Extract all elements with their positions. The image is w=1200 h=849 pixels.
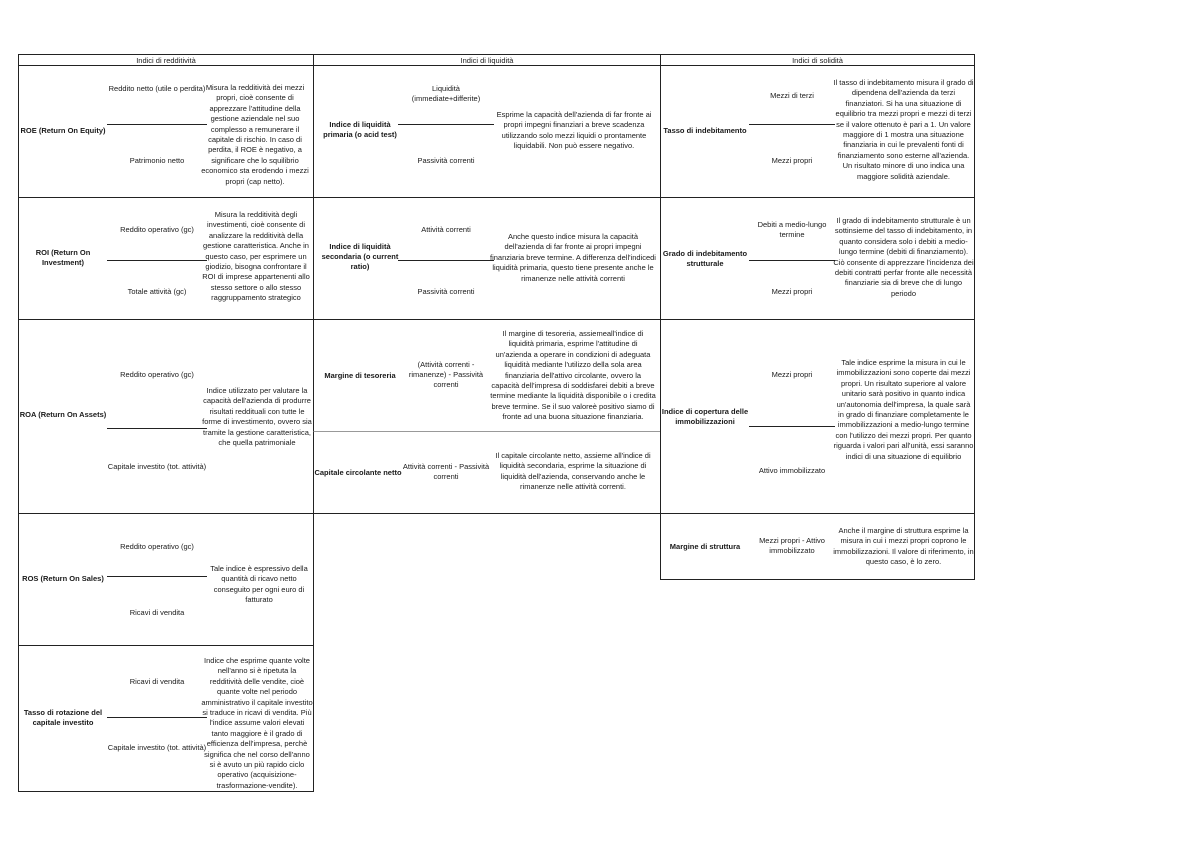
roi-fraction-line xyxy=(107,260,207,261)
margine-struttura-description: Anche il margine di struttura esprime la misura in cui i mezzi propri coprono le immobilizzazioni. Il valore di riferimento, in questo caso, è lo zero. xyxy=(833,526,974,567)
rotazione-fraction-line xyxy=(107,717,207,718)
roe-name: ROE (Return On Equity) xyxy=(20,126,106,135)
copertura-numerator: Mezzi propri xyxy=(771,370,813,379)
roa-description: Indice utilizzato per valutare la capacità dell'azienda di produrre risultati reddituali con tutte le forme di investimento, ovvero sia tramite la gestione caratteristica, che quella patrimoniale xyxy=(202,386,312,448)
margine-tesoreria-description: Il margine di tesoreria, assiemeall'indice di liquidità primaria, esprime l'attitudine di un'azienda a operare in condizioni di adeguata liquidità mediante l'utilizzo della sola area finanziaria dell'attivo circolante, ovvero la capacità dell'impresa di soddisfarei debiti a breve termine mediante la liquidità disponibile o i credita breve termine. Se il suo valoreè positivo siamo di fronte ad una buona situazione finanziaria. xyxy=(490,329,656,422)
roa-denominator: Capitale investito (tot. attività) xyxy=(107,462,207,471)
liquidita-primaria-denominator: Passività correnti xyxy=(417,156,475,165)
roe-description: Misura la redditività dei mezzi propri, cioè consente di apprezzare l'attitudine della gestione aziendale nel suo complesso a remunerare il capitale di rischio. In caso di perdita, il ROE è negativo, a significare che lo squilibrio economico sta erodendo i mezzi propri (cap netto). xyxy=(201,83,309,186)
rotazione-name: Tasso di rotazione del capitale investito xyxy=(23,708,103,727)
grado-indebitamento-denominator: Mezzi propri xyxy=(771,287,813,296)
roe-block xyxy=(18,66,314,198)
liquidita-secondaria-fraction-line xyxy=(398,260,494,261)
margine-struttura-name: Margine di struttura xyxy=(669,542,741,551)
liquidita-primaria-fraction-line xyxy=(398,124,494,125)
header-redditivita: Indici di redditività xyxy=(18,54,314,66)
tasso-indebitamento-block xyxy=(660,66,975,198)
rotazione-numerator: Ricavi di vendita xyxy=(129,677,185,686)
tasso-indebitamento-fraction-line xyxy=(749,124,835,125)
roa-block xyxy=(18,320,314,514)
roe-fraction-line xyxy=(107,124,207,125)
tasso-indebitamento-name: Tasso di indebitamento xyxy=(663,126,747,135)
liquidita-secondaria-block xyxy=(313,198,661,320)
tasso-indebitamento-description: Il tasso di indebitamento misura il grado di dipendena dell'azienda da terzi finanziatori. Si ha una situazione di equilibrio tra mezzi propri e mezzi di terzi se il valore ottenuto è pari a 1. Un valore maggiore di 1 mostra una situazione finanziaria in cui le prevalenti fonti di finanziamento sono esterne all'azienda. Un risultato minore di uno indica una maggiore solidità aziendale. xyxy=(833,78,974,181)
roe-denominator: Patrimonio netto xyxy=(129,156,185,165)
header-solidita: Indici di solidità xyxy=(660,54,975,66)
copertura-name: Indice di copertura delle immobilizzazioni xyxy=(661,407,749,426)
ccn-name: Capitale circolante netto xyxy=(314,468,402,477)
liquidita-primaria-description: Esprime la capacità dell'azienda di far fronte ai propri impegni finanziari a breve scadenza utilizzando solo mezzi liquidi o prontamente liquidabili. Non può essere negativo. xyxy=(496,110,652,151)
margine-tesoreria-name: Margine di tesoreria xyxy=(324,371,396,380)
copertura-block xyxy=(660,320,975,514)
liquidita-primaria-block xyxy=(313,66,661,198)
ros-denominator: Ricavi di vendita xyxy=(129,608,185,617)
ccn-description: Il capitale circolante netto, assieme all'indice di liquidità secondaria, esprime la situazione di liquidità dell'azienda, conservando anche le rimanenze nelle attività correnti. xyxy=(495,451,651,492)
grado-indebitamento-fraction-line xyxy=(749,260,835,261)
ros-name: ROS (Return On Sales) xyxy=(22,574,104,583)
margine-struttura-formula: Mezzi propri - Attivo immobilizzato xyxy=(759,536,825,555)
margine-struttura-block xyxy=(660,514,975,580)
margine-tesoreria-block xyxy=(313,320,661,432)
ros-block xyxy=(18,514,314,646)
roi-denominator: Totale attività (gc) xyxy=(127,287,187,296)
ccn-block xyxy=(313,432,661,514)
liquidita-primaria-name: Indice di liquidità primaria (o acid test) xyxy=(323,120,397,139)
roi-description: Misura la redditività degli investimenti, cioè consente di analizzare la redditività della gestione caratteristica. Anche in questo caso, per esprimere un giodizio, bisogna confrontare il ROI di imprese appartenenti allo stesso settore o allo stesso raggruppamento strategico xyxy=(202,210,310,303)
rotazione-description: Indice che esprime quante volte nell'anno si è ripetuta la redditività delle vendite, cioè quante volte nel periodo amministrativo il capitale investito si traduce in ricavi di vendita. Più l'indice assume valori elevati tanto maggiore è il grado di efficienza dell'impresa, perchè significa che nel corso dell'anno si è avuto un più rapido ciclo operativo (acquisizione-trasformazione-vendite). xyxy=(201,656,313,790)
margine-tesoreria-formula: (Attività correnti - rimanenze) - Passività correnti xyxy=(408,360,484,389)
copertura-description: Tale indice esprime la misura in cui le immobilizzazioni sono coperte dai mezzi propri. Un risultato superiore al valore unitario sarà positivo in quanto indica un'autonomia dell'impresa, la quale sarà in grado di finanziare completamente le immobilizzazioni a medio-lungo termine con l'utilizzo dei mezzi propri. Per quanto riguarda i valori pari all'unità, essi saranno indici di una situazione di equilibrio xyxy=(833,358,974,461)
grado-indebitamento-block xyxy=(660,198,975,320)
roa-numerator: Reddito operativo (gc) xyxy=(120,370,194,379)
tasso-indebitamento-denominator: Mezzi propri xyxy=(771,156,813,165)
tasso-indebitamento-numerator: Mezzi di terzi xyxy=(770,91,814,100)
roi-numerator: Reddito operativo (gc) xyxy=(120,225,194,234)
copertura-denominator: Attivo immobilizzato xyxy=(758,466,826,475)
liquidita-secondaria-numerator: Attività correnti xyxy=(421,225,471,234)
rotazione-denominator: Capitale investito (tot. attività) xyxy=(107,743,207,752)
ros-numerator: Reddito operativo (gc) xyxy=(120,542,194,551)
liquidita-secondaria-denominator: Passività correnti xyxy=(417,287,475,296)
header-liquidita: Indici di liquidità xyxy=(313,54,661,66)
rotazione-block xyxy=(18,646,314,792)
roa-fraction-line xyxy=(107,428,207,429)
roi-block xyxy=(18,198,314,320)
ros-fraction-line xyxy=(107,576,207,577)
copertura-fraction-line xyxy=(749,426,835,427)
grado-indebitamento-name: Grado di indebitamento strutturale xyxy=(662,249,748,268)
ccn-formula: Attività correnti - Passività correnti xyxy=(402,462,490,481)
liquidita-secondaria-name: Indice di liquidità secondaria (o current ratio) xyxy=(321,242,399,271)
roa-name: ROA (Return On Assets) xyxy=(19,410,107,419)
liquidita-secondaria-description: Anche questo indice misura la capacità dell'azienda di far fronte ai propri impegni finanziaria breve termine. A differenza dell'indicedi liquidità primaria, questo tiene presente anche le rimanenze nelle attività correnti xyxy=(490,232,656,283)
roe-numerator: Reddito netto (utile o perdita) xyxy=(108,84,206,93)
roi-name: ROI (Return On Investment) xyxy=(35,248,91,267)
liquidita-primaria-numerator: Liquidità (immediate+differite) xyxy=(411,84,481,103)
grado-indebitamento-numerator: Debiti a medio-lungo termine xyxy=(757,220,827,239)
ros-description: Tale indice è espressivo della quantità di ricavo netto conseguito per ogni euro di fatturato xyxy=(210,564,308,605)
grado-indebitamento-description: Il grado di indebitamento strutturale è un sottinsieme del tasso di indebitamento, in quanto considera solo i debiti a medio-lungo termine (debiti di finanziamento). Ciò consente di apprezzare l'incidenza dei debiti contratti perfar fronte alle necessità finanziarie sia di breve che di lungo periodo xyxy=(833,216,974,298)
